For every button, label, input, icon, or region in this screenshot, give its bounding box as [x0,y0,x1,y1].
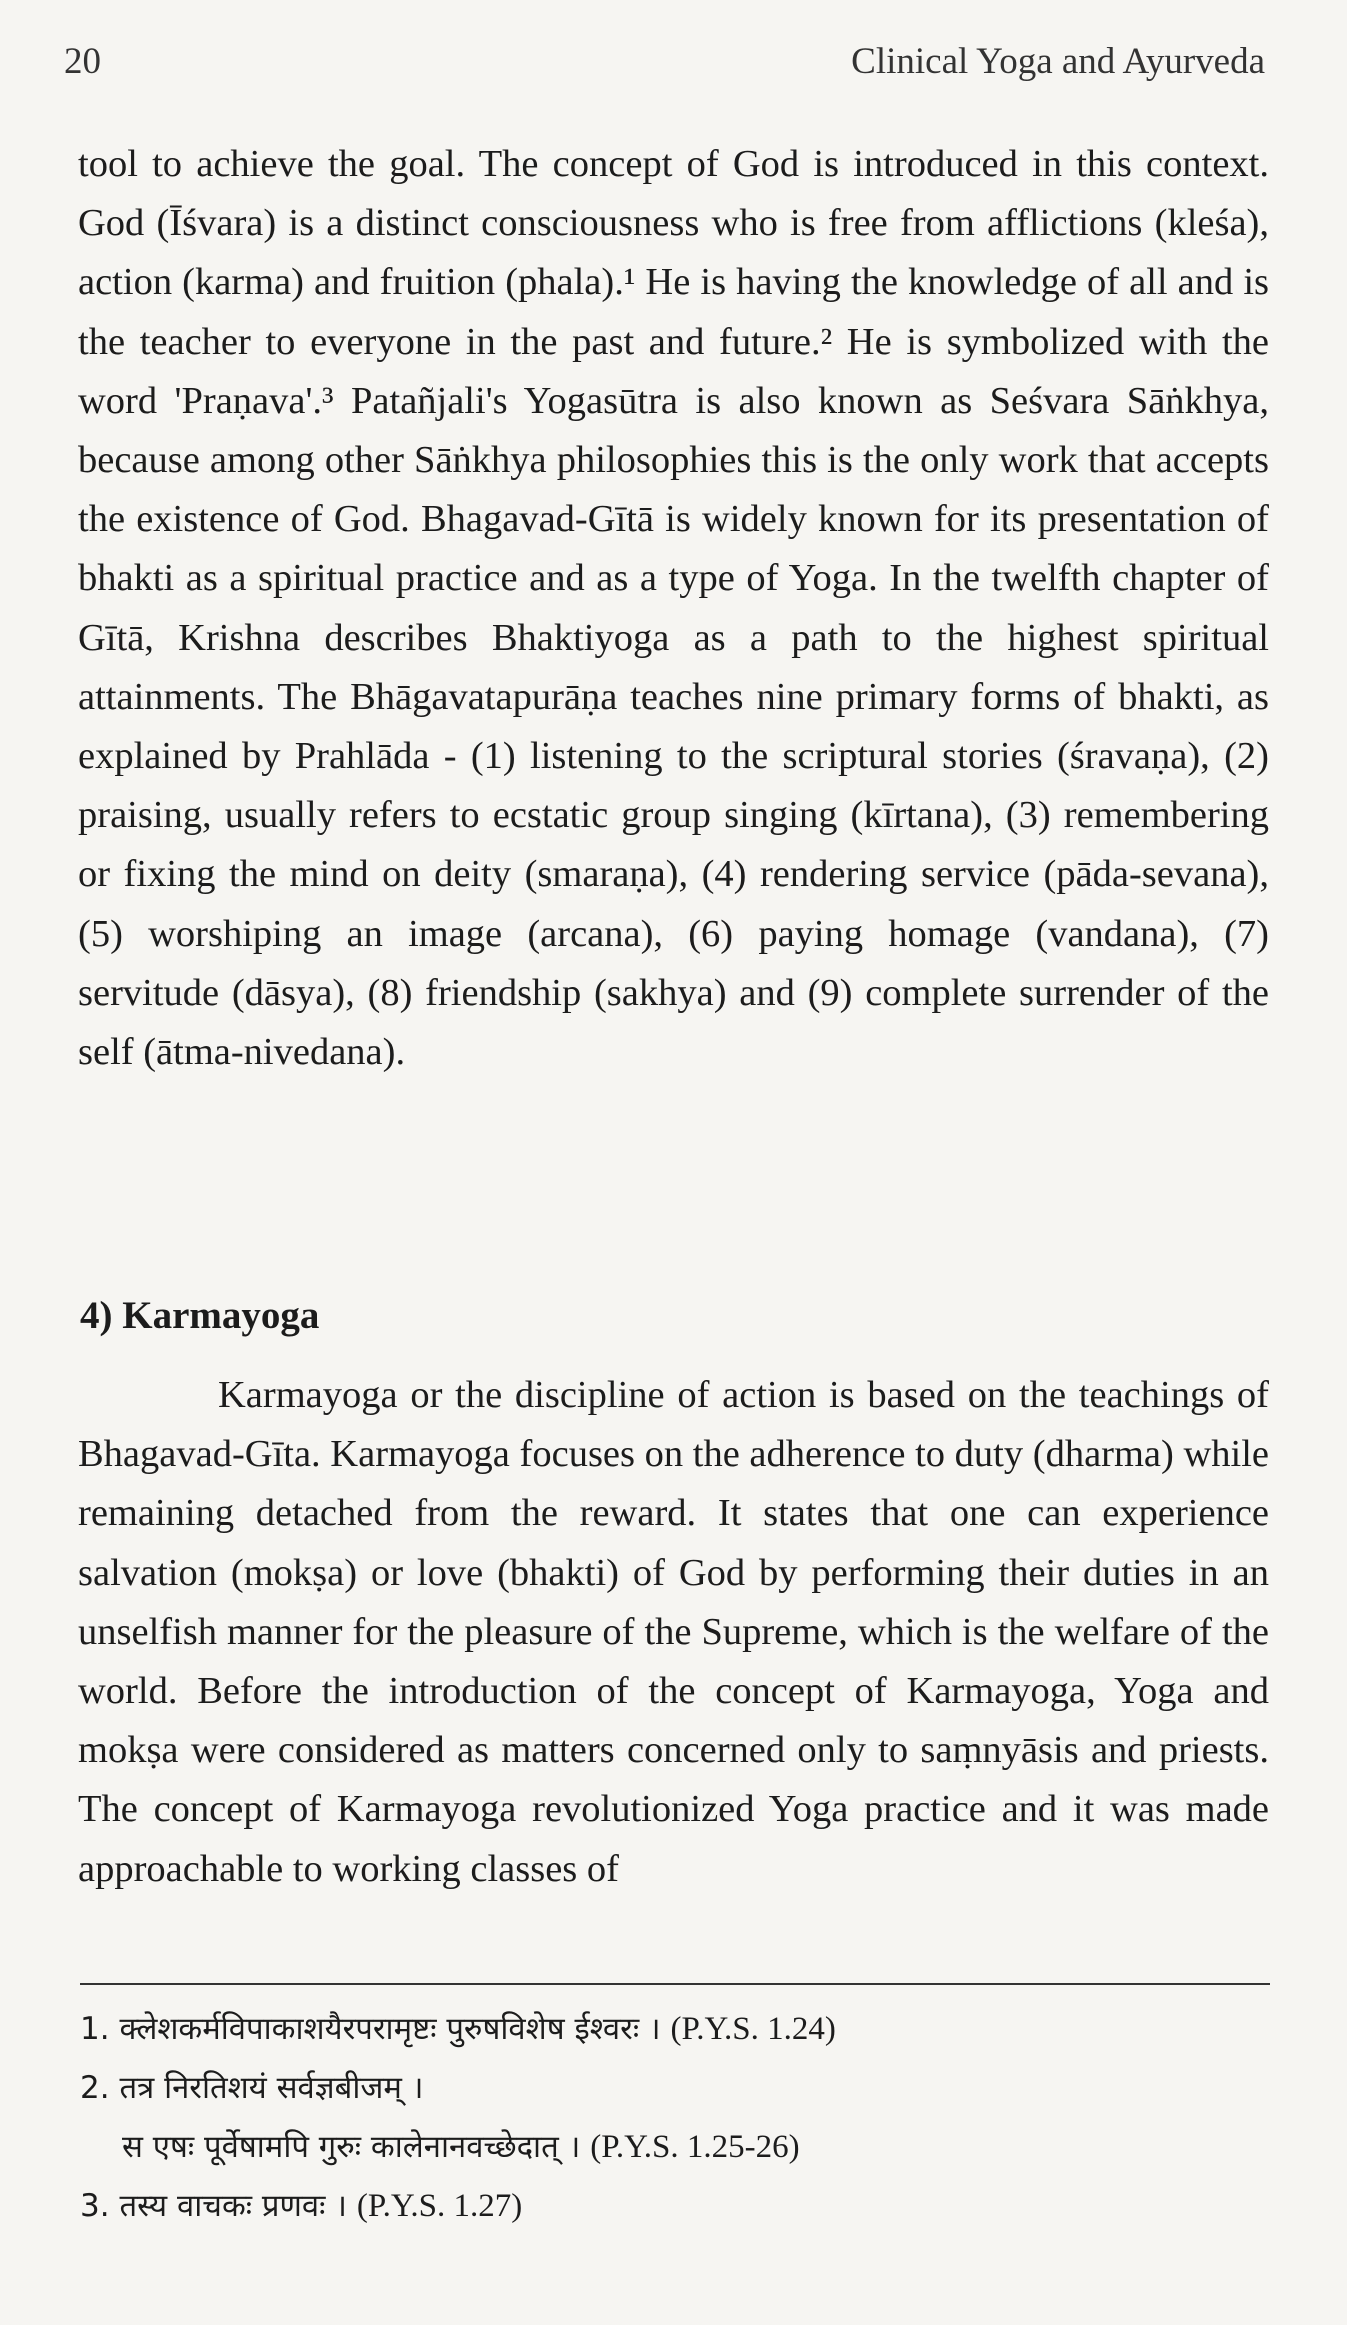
footnote-3 [80,2177,1269,2236]
footnote-number: 1. [80,2011,110,2047]
running-head [64,40,1265,83]
footnote-1 [80,2000,1269,2059]
footnote-2-continued [80,2118,1269,2177]
footnote-2 [80,2059,1269,2118]
footnote-sanskrit: स एषः पूर्वेषामपि गुरुः कालेनानवच्छेदात् । [122,2129,581,2165]
footnote-sanskrit: तस्य वाचकः प्रणवः । [119,2188,348,2224]
footnote-reference: (P.Y.S. 1.24) [670,2011,836,2047]
footnote-divider [80,1983,1270,1985]
body-paragraph-1: tool to achieve the goal. The concept of God is introduced in this context. God (Īśvara) is a distinct consciousness who is free from afflictions (kleśa), action (karma) and fruition (phala).¹ He is having the knowledge of all and is the teacher to everyone in the past and future.² He is symbolized with the word 'Praṇava'.³ Patañjali's Yogasūtra is also known as Seśvara Sāṅkhya, because among other Sāṅkhya philosophies this is the only work that accepts the existence of God. Bhagavad-Gītā is widely known for its presentation of bhakti as a spiritual practice and as a type of Yoga. In the twelfth chapter of Gītā, Krishna describes Bhaktiyoga as a path to the highest spiritual attainments. The Bhāgavatapurāṇa teaches nine primary forms of bhakti, as explained by Prahlāda - (1) listening to the scriptural stories (śravaṇa), (2) praising, usually refers to ecstatic group singing (kīrtana), (3) remembering or fixing the mind on deity (smaraṇa), (4) rendering service (pāda-sevana), (5) worshiping an image (arcana), (6) paying homage (vandana), (7) servitude (dāsya), (8) friendship (sakhya) and (9) complete surrender of the self (ātma-nivedana). [78,143,1269,1074]
running-title: Clinical Yoga and Ayurveda [851,41,1265,82]
footnotes-list [80,2000,1269,2236]
footnote-reference: (P.Y.S. 1.27) [356,2188,523,2224]
footnote-reference: (P.Y.S. 1.25-26) [590,2129,800,2165]
footnote-sanskrit: तत्र निरतिशयं सर्वज्ञबीजम् । [119,2070,424,2106]
footnote-sanskrit: क्लेशकर्मविपाकाशयैरपरामृष्टः पुरुषविशेष ईश्वरः । [119,2011,661,2047]
footnote-number: 2. [80,2070,110,2106]
section-heading: 4) Karmayoga [80,1294,320,1337]
page-number: 20 [64,41,101,82]
body-paragraph-2: Karmayoga or the discipline of action is based on the teachings of Bhagavad-Gīta. Karmayoga focuses on the adherence to duty (dharma) while remaining detached from the reward. It states that one can experience salvation (mokṣa) or love (bhakti) of God by performing their duties in an unselfish manner for the pleasure of the Supreme, which is the welfare of the world. Before the introduction of the concept of Karmayoga, Yoga and mokṣa were considered as matters concerned only to saṃnyāsis and priests. The concept of Karmayoga revolutionized Yoga practice and it was made approachable to working classes of [78,1374,1269,1890]
footnote-number: 3. [80,2188,110,2224]
